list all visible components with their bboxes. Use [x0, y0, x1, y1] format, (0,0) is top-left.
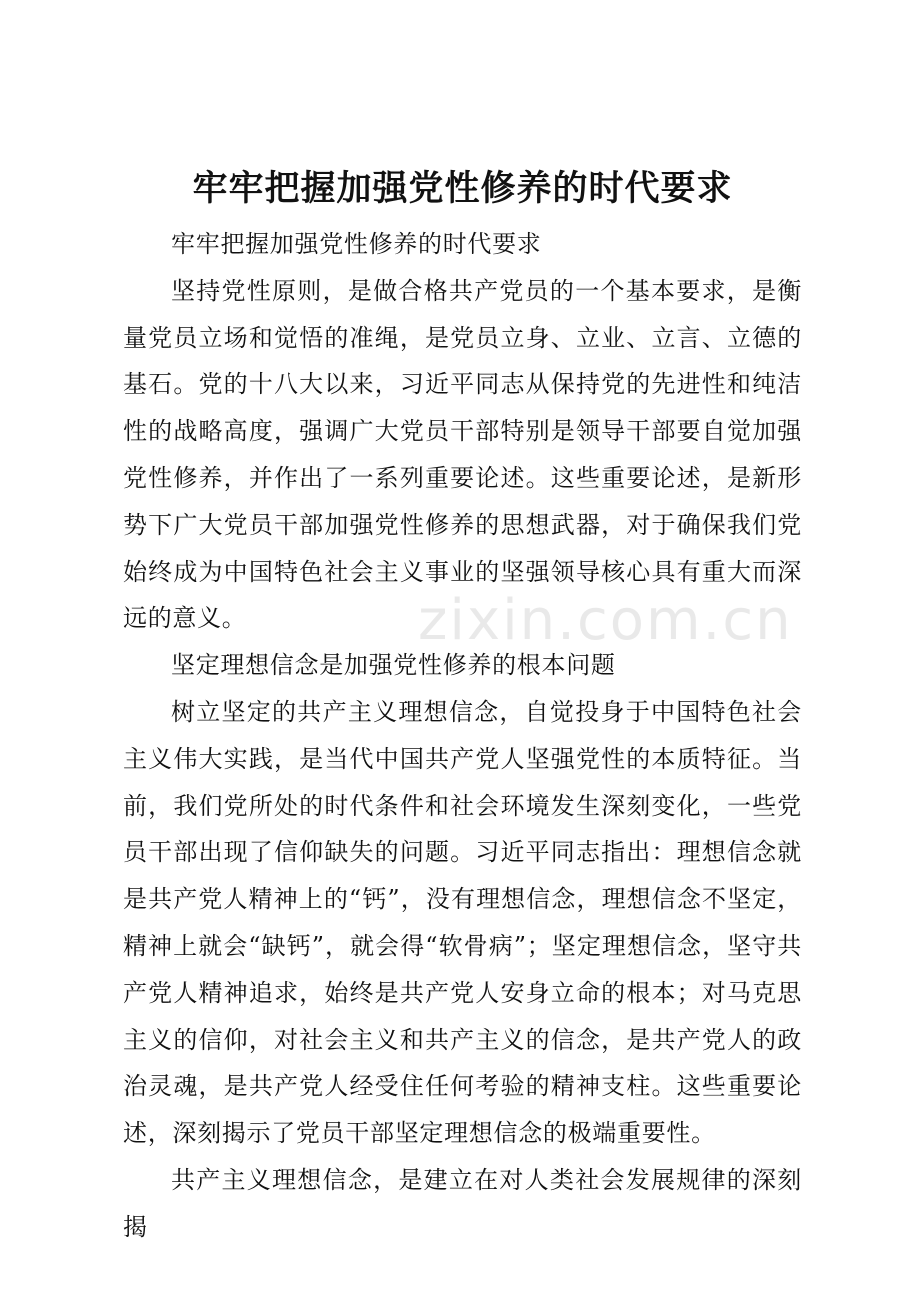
- body-paragraph-3: 共产主义理想信念，是建立在对人类社会发展规律的深刻揭: [123, 1165, 802, 1241]
- document-title: 牢牢把握加强党性修养的时代要求: [192, 169, 733, 209]
- watermark: zixin.com.cn: [418, 588, 793, 653]
- section-heading-paragraph: 坚定理想信念是加强党性修养的根本问题: [171, 651, 616, 680]
- body-paragraph-2: 树立坚定的共产主义理想信念，自觉投身于中国特色社会主义伟大实践，是当代中国共产党人坚强党性的本质特征。当前，我们党所处的时代条件和社会环境发生深刻变化，一些党员干部出现了信仰缺失的问题。习近平同志指出：理想信念就是共产党人精神上的“钙”，没有理想信念，理想信念不坚定，精神上就会“缺钙”，就会得“软骨病”；坚定理想信念，坚守共产党人精神追求，始终是共产党人安身立命的根本；对马克思主义的信仰，对社会主义和共产主义的信念，是共产党人的政治灵魂，是共产党人经受住任何考验的精神支柱。这些重要论述，深刻揭示了党员干部坚定理想信念的极端重要性。: [123, 697, 802, 1148]
- subtitle-paragraph: 牢牢把握加强党性修养的时代要求: [171, 230, 542, 258]
- body-paragraph-1: 坚持党性原则，是做合格共产党员的一个基本要求，是衡量党员立场和觉悟的准绳，是党员立身、立业、立言、立德的基石。党的十八大以来，习近平同志从保持党的先进性和纯洁性的战略高度，强调广大党员干部特别是领导干部要自觉加强党性修养，并作出了一系列重要论述。这些重要论述，是新形势下广大党员干部加强党性修养的思想武器，对于确保我们党始终成为中国特色社会主义事业的坚强领导核心具有重大而深远的意义。: [123, 276, 802, 633]
